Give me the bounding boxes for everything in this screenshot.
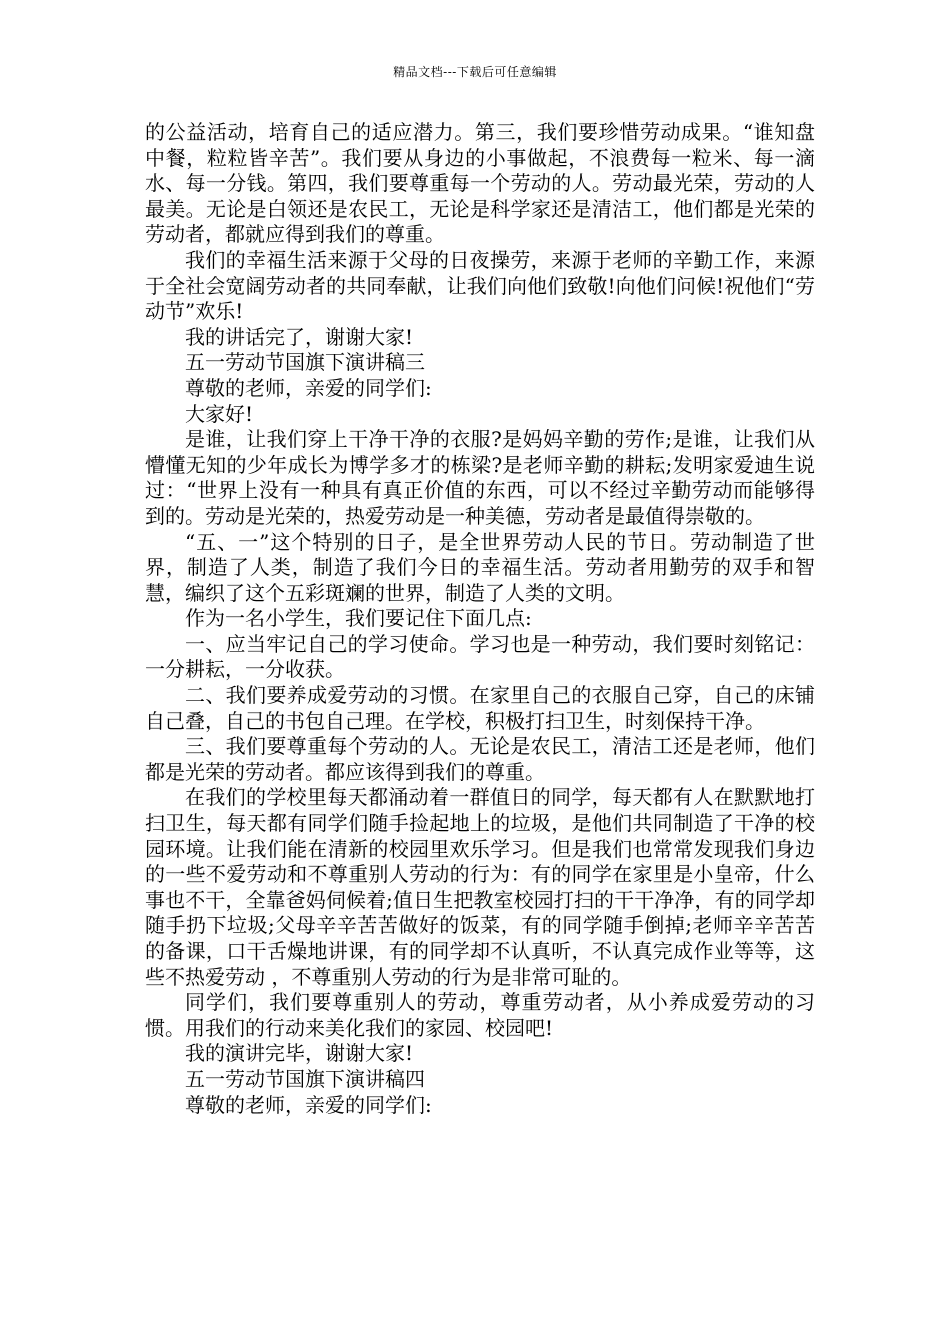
greeting: 大家好!	[185, 401, 254, 426]
section-title: 五一劳动节国旗下演讲稿三	[185, 350, 425, 375]
paragraph: 同学们，我们要尊重别人的劳动，尊重劳动者，从小养成爱劳动的习惯。用我们的行动来美化我们的家园、校园吧!	[145, 990, 815, 1040]
list-item: 一、应当牢记自己的学习使命。学习也是一种劳动，我们要时刻铭记：一分耕耘，一分收获。	[145, 631, 815, 682]
paragraph: 的公益活动，培育自己的适应潜力。第三，我们要珍惜劳动成果。“谁知盘中餐，粒粒皆辛苦”。我们要从身边的小事做起，不浪费每一粒米、每一滴水、每一分钱。第四，我们要尊重每一个劳动的人。劳动最光荣，劳动的人最美。无论是白领还是农民工，无论是科学家还是清洁工，他们都是光荣的劳动者，都就应得到我们的尊重。	[145, 120, 815, 247]
list-item: 二、我们要养成爱劳动的习惯。在家里自己的衣服自己穿，自己的床铺自己叠，自己的书包自己理。在学校，积极打扫卫生，时刻保持干净。	[145, 683, 815, 733]
list-item: 三、我们要尊重每个劳动的人。无论是农民工，清洁工还是老师，他们都是光荣的劳动者。都应该得到我们的尊重。	[145, 734, 815, 784]
section-title: 五一劳动节国旗下演讲稿四	[185, 1066, 425, 1091]
salutation: 尊敬的老师，亲爱的同学们:	[185, 375, 432, 400]
paragraph: 是谁，让我们穿上干净干净的衣服?是妈妈辛勤的劳作;是谁，让我们从懵懂无知的少年成长为博学多才的栋梁?是老师辛勤的耕耘;发明家爱迪生说过：“世界上没有一种具有真正价值的东西，可以不经过辛勤劳动而能够得到的。劳动是光荣的，热爱劳动是一种美德，劳动者是最值得崇敬的。	[145, 427, 815, 528]
closing: 我的演讲完毕，谢谢大家!	[185, 1041, 414, 1066]
paragraph: 我的讲话完了，谢谢大家!	[185, 324, 414, 349]
document-body	[145, 120, 815, 1118]
salutation: 尊敬的老师，亲爱的同学们:	[185, 1092, 432, 1117]
paragraph: 在我们的学校里每天都涌动着一群值日的同学，每天都有人在默默地打扫卫生，每天都有同学们随手捡起地上的垃圾，是他们共同制造了干净的校园环境。让我们能在清新的校园里欢乐学习。但是我们也常常发现我们身边的一些不爱劳动和不尊重别人劳动的行为：有的同学在家里是小皇帝，什么事也不干，全靠爸妈伺候着;值日生把教室校园打扫的干干净净，有的同学却随手扔下垃圾;父母辛辛苦苦做好的饭菜，有的同学随手倒掉;老师辛辛苦苦的备课，口干舌燥地讲课，有的同学却不认真听，不认真完成作业等等，这些不热爱劳动 ，不尊重别人劳动的行为是非常可耻的。	[145, 785, 815, 989]
paragraph: “五、一”这个特别的日子，是全世界劳动人民的节日。劳动制造了世界，制造了人类，制造了我们今日的幸福生活。劳动者用勤劳的双手和智慧，编织了这个五彩斑斓的世界，制造了人类的文明。	[145, 529, 815, 605]
paragraph: 我们的幸福生活来源于父母的日夜操劳，来源于老师的辛勤工作，来源于全社会宽阔劳动者的共同奉献，让我们向他们致敬!向他们问候!祝他们“劳动节”欢乐!	[145, 247, 815, 324]
paragraph: 作为一名小学生，我们要记住下面几点:	[185, 606, 532, 631]
page-header: 精品文档---下载后可任意编辑	[393, 65, 557, 79]
